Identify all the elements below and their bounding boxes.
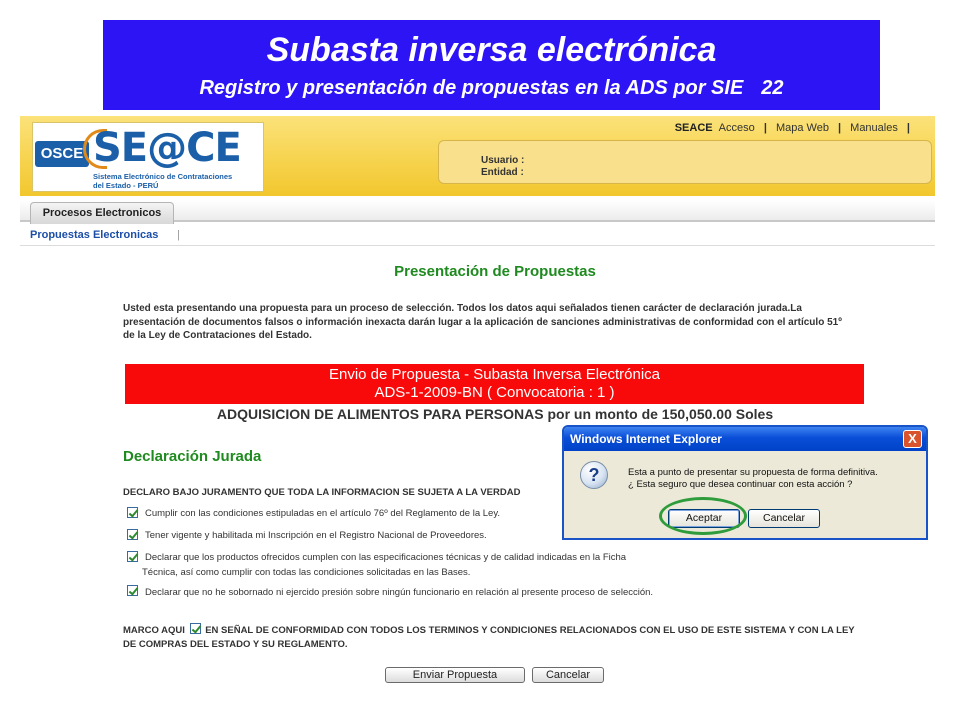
cancelar-button[interactable]: Cancelar [532, 667, 604, 683]
slide-subtitle [103, 77, 880, 99]
subnav-separator: | [177, 229, 180, 241]
dialog-message-line2: ¿ Esta seguro que desea continuar con esta acción ? [628, 479, 853, 490]
declaration-item-3: Declarar que los productos ofrecidos cumplen con las especificaciones técnicas y de calidad indicadas en la Ficha [145, 552, 627, 563]
close-icon[interactable]: X [903, 430, 922, 448]
top-links [675, 122, 913, 134]
user-info-box [438, 140, 932, 184]
sub-navigation [20, 224, 935, 246]
site-header [20, 116, 935, 196]
declaration-item-4: Declarar que no he sobornado ni ejercido presión sobre ningún funcionario en relación al presente proceso de selección. [145, 587, 654, 598]
conformidad-checkbox[interactable] [190, 623, 201, 634]
slide-page-number: 22 [761, 77, 784, 99]
page-title: Presentación de Propuestas [394, 263, 596, 280]
declaration-checkbox-1[interactable] [127, 507, 138, 518]
dialog-cancelar-button[interactable]: Cancelar [748, 509, 820, 528]
highlight-ring [659, 497, 747, 535]
entidad-label: Entidad : [481, 167, 524, 178]
declaration-checkbox-2[interactable] [127, 529, 138, 540]
link-separator: | [838, 122, 842, 134]
declaracion-heading: Declaración Jurada [123, 448, 262, 465]
slide-subtitle-text: Registro y presentación de propuestas en la ADS por SIE [199, 77, 744, 99]
dialog-message [628, 467, 878, 491]
subnav-propuestas-electronicas[interactable]: Propuestas Electronicas [30, 229, 159, 241]
declaration-checkbox-4[interactable] [127, 585, 138, 596]
adquisicion-title: ADQUISICION DE ALIMENTOS PARA PERSONAS por un monto de 150,050.00 Soles [216, 406, 774, 422]
declaro-statement: DECLARO BAJO JURAMENTO QUE TODA LA INFORMACION SE SUJETA A LA VERDAD [123, 487, 521, 498]
manuales-link[interactable]: Manuales [850, 122, 898, 134]
envio-line1: Envio de Propuesta - Subasta Inversa Electrónica [328, 366, 661, 383]
browser-screenshot [20, 116, 935, 716]
seace-logo[interactable] [32, 122, 264, 192]
slide-title: Subasta inversa electrónica [266, 31, 717, 69]
conformidad-block [123, 623, 863, 652]
aceptar-button[interactable]: Aceptar [668, 509, 740, 528]
tab-bar [20, 200, 935, 222]
dialog-title: Windows Internet Explorer [564, 427, 926, 451]
logo-wordmark: SE@CE [93, 125, 241, 171]
mapa-web-link[interactable]: Mapa Web [775, 122, 829, 134]
declaration-item-2: Tener vigente y habilitada mi Inscripción en el Registro Nacional de Proveedores. [145, 530, 487, 541]
slide-banner [103, 20, 880, 110]
link-separator: | [906, 122, 910, 134]
declaration-item-1: Cumplir con las condiciones estipuladas en el artículo 76º del Reglamento de la Ley. [145, 508, 500, 519]
tab-procesos-electronicos[interactable]: Procesos Electronicos [30, 202, 174, 224]
enviar-propuesta-button[interactable]: Enviar Propuesta [385, 667, 525, 683]
dialog-message-line1: Esta a punto de presentar su propuesta de forma definitiva. [628, 467, 878, 478]
osce-logo-badge: OSCE [35, 141, 89, 167]
declaration-item-3-cont: Técnica, así como cumplir con todas las condiciones solicitadas en las Bases. [142, 567, 471, 578]
usuario-label: Usuario : [481, 155, 525, 166]
logo-caption-line1: Sistema Electrónico de Contrataciones [93, 172, 233, 181]
envio-banner [125, 364, 864, 404]
marco-aqui-label: MARCO AQUI [123, 625, 185, 636]
conformidad-text: EN SEÑAL DE CONFORMIDAD CON TODOS LOS TERMINOS Y CONDICIONES RELACIONADOS CON EL USO DE ESTE SISTEMA Y CON LA LEY DE COMPRAS DEL ESTADO Y SU REGLAMENTO. [123, 625, 855, 650]
logo-caption-line2: del Estado - PERÚ [93, 181, 159, 190]
seace-link-prefix: SEACE [674, 122, 713, 134]
question-icon: ? [580, 461, 608, 489]
intro-paragraph: Usted esta presentando una propuesta para un proceso de selección. Todos los datos aqui señalados tienen carácter de declaración jurada.La presentación de documentos falsos o información inexacta darán lugar a la aplicación de sanciones administrativas de conformidad con el artículo 51º de la Ley de Contrataciones del Estado. [123, 303, 842, 341]
ie-confirm-dialog [562, 425, 928, 540]
envio-line2: ADS-1-2009-BN ( Convocatoria : 1 ) [374, 384, 615, 401]
acceso-link[interactable]: Acceso [718, 122, 755, 134]
link-separator: | [763, 122, 767, 134]
declaration-checkbox-3[interactable] [127, 551, 138, 562]
